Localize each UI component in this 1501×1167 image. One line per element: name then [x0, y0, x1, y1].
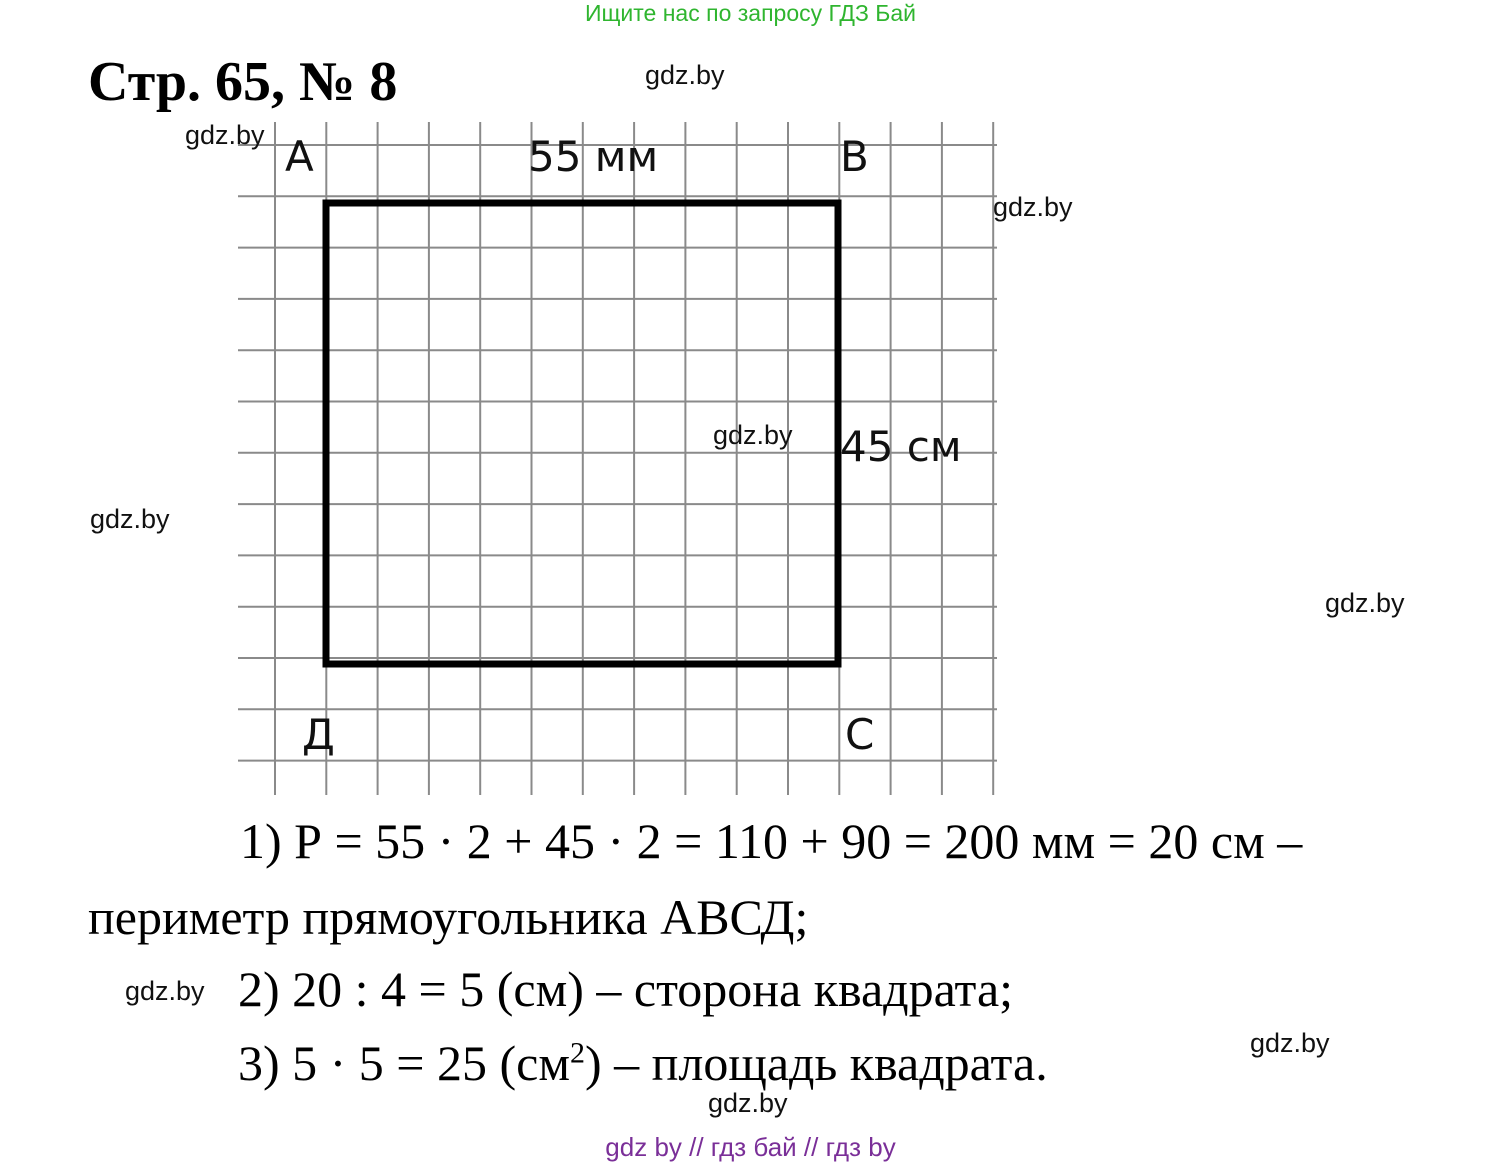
site-footer: gdz by // гдз бай // гдз by: [605, 1132, 896, 1162]
solution-step-3-end: ) – площадь квадрата.: [584, 1035, 1048, 1091]
watermark: gdz.by: [993, 192, 1073, 222]
solution-step-3: [238, 1034, 1048, 1092]
solution-step-1-continued: периметр прямоугольника АВСД;: [88, 889, 809, 945]
vertex-a-label: А: [285, 132, 314, 181]
vertex-c-label: С: [845, 710, 875, 759]
exponent: 2: [569, 1036, 585, 1070]
solution-step-3-text: 3) 5 · 5 = 25 (см: [238, 1035, 570, 1091]
watermark: gdz.by: [1250, 1028, 1330, 1058]
watermark: gdz.by: [90, 504, 170, 534]
solution-step-1: 1) Р = 55 · 2 + 45 · 2 = 110 + 90 = 200 мм = 20 см –: [240, 813, 1303, 869]
watermark: gdz.by: [1325, 588, 1405, 618]
vertex-d-label: Д: [302, 710, 335, 759]
site-banner: Ищите нас по запросу ГДЗ Бай: [584, 0, 917, 26]
watermark: gdz.by: [125, 976, 205, 1006]
page-title: Стр. 65, № 8: [88, 51, 398, 113]
watermark: gdz.by: [185, 120, 265, 150]
watermark: gdz.by: [713, 420, 793, 450]
watermark: gdz.by: [708, 1088, 788, 1118]
side-ab-length: 55 мм: [528, 132, 659, 181]
side-bc-length: 45 см: [840, 422, 962, 471]
vertex-b-label: В: [840, 132, 869, 181]
solution-step-2: 2) 20 : 4 = 5 (см) – сторона квадрата;: [238, 961, 1014, 1017]
watermark: gdz.by: [645, 60, 725, 90]
